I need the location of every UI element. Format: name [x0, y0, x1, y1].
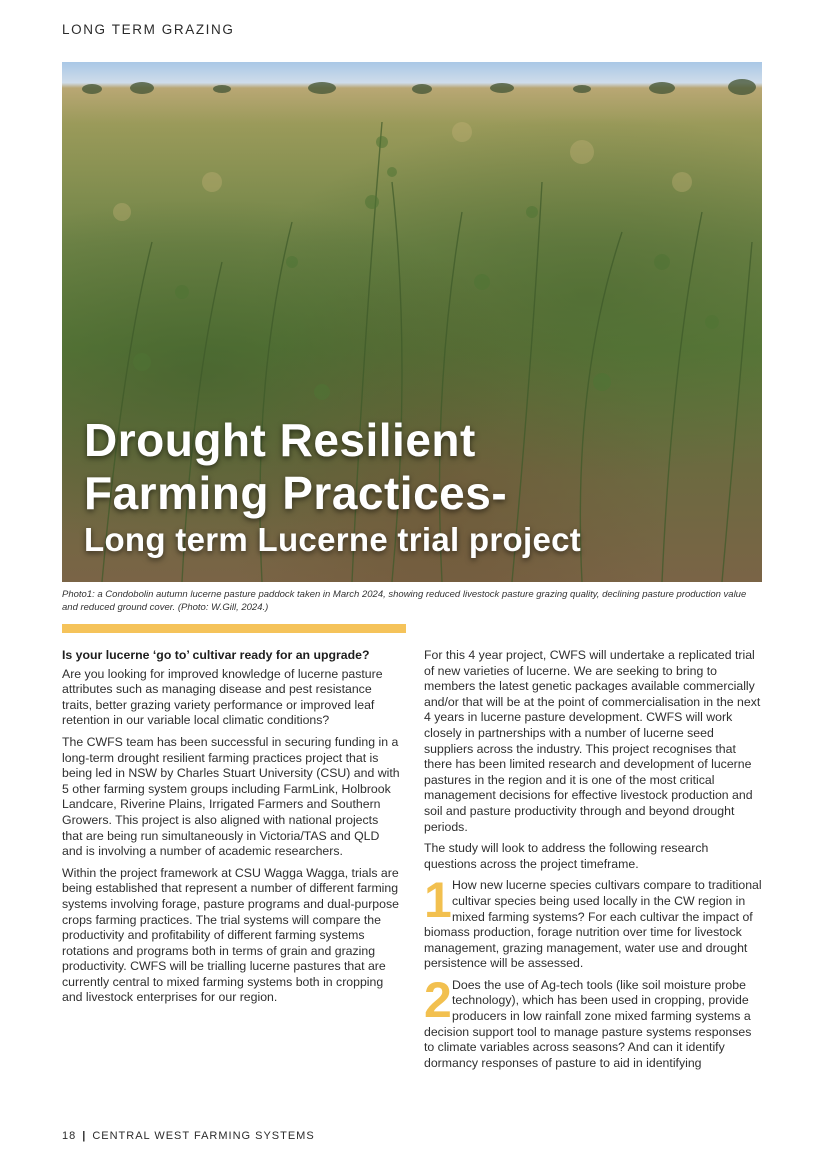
paragraph: The CWFS team has been successful in securing funding in a long-term drought resilient farming practices project that is being led in NSW by Charles Stuart University (CSU) and with 5 other farming system groups including FarmLink, Holbrook Landcare, Riverine Plains, Irrigated Farmers and Southern Growers. This project is also aligned with national projects that are being run simultaneously in Victoria/TAS and QLD and is involving a number of academic researchers. — [62, 734, 400, 859]
section-tag: LONG TERM GRAZING — [62, 22, 235, 37]
publication-name: CENTRAL WEST FARMING SYSTEMS — [92, 1130, 315, 1142]
research-question — [424, 872, 764, 972]
question-number: 1 — [424, 872, 452, 929]
paragraph: The study will look to address the following research questions across the project timeframe. — [424, 841, 709, 871]
accent-bar — [62, 624, 406, 633]
title-line-1: Drought Resilient — [84, 414, 476, 466]
page-footer — [62, 1130, 315, 1142]
page-title — [84, 414, 581, 560]
paragraph: Are you looking for improved knowledge of lucerne pasture attributes such as managing disease and pest resistance traits, better grazing variety performance or improved leaf retention in our variable local climatic conditions? — [62, 666, 383, 728]
hero-photo — [62, 62, 762, 582]
question-number: 2 — [424, 971, 452, 1028]
right-column — [424, 648, 764, 1077]
left-column-heading: Is your lucerne ‘go to’ cultivar ready for an upgrade? — [62, 648, 370, 662]
paragraph: For this 4 year project, CWFS will undertake a replicated trial of new varieties of lucerne. We are seeking to bring to members the latest genetic packages available commercially and/or that will be at the point of commercialisation in the next 4 years in lucerne pasture development. CWFS will work closely in partnerships with a number of lucerne seed suppliers across the industry. This project recognises that there has been limited research and development of lucerne pastures in the region and it is one of the most critical management decisions for effective livestock production and soil and pasture productivity through and beyond drought periods. — [424, 648, 761, 834]
footer-separator: | — [82, 1130, 87, 1142]
research-question — [424, 971, 764, 1072]
question-text: Does the use of Ag-tech tools (like soil moisture probe technology), which has been used in cropping, provide producers in low rainfall zone mixed farming systems a decision support tool to manage pasture systems responses to climate variables across seasons? And can it identify dormancy responses of pasture to aid in identifying — [424, 977, 752, 1070]
title-line-2: Farming Practices- — [84, 467, 508, 519]
photo-caption: Photo1: a Condobolin autumn lucerne pasture paddock taken in March 2024, showing reduced livestock pasture grazing quality, declining pasture production value and reduced ground cover. (Photo: W.Gill, 2024.) — [62, 589, 747, 613]
paragraph: Within the project framework at CSU Wagga Wagga, trials are being established that represent a number of different farming systems involving forage, pasture programs and dual-purpose crops farming practices. The trial systems will compare the productivity and profitability of different farming systems rotations and programs both in terms of grain and grazing productivity. CWFS will be trialling lucerne pastures that are currently central to mixed farming systems both in cropping and livestock enterprises for our region. — [62, 865, 399, 1005]
title-subtitle: Long term Lucerne trial project — [84, 521, 582, 558]
page-number: 18 — [62, 1130, 77, 1142]
question-text: How new lucerne species cultivars compare to traditional cultivar species being used locally in the CW region in mixed farming systems? For each cultivar the impact of biomass production, forage nutrition over time for livestock management, grazing management, water use and drought persistence will be assessed. — [424, 878, 762, 971]
left-column — [62, 648, 400, 1012]
